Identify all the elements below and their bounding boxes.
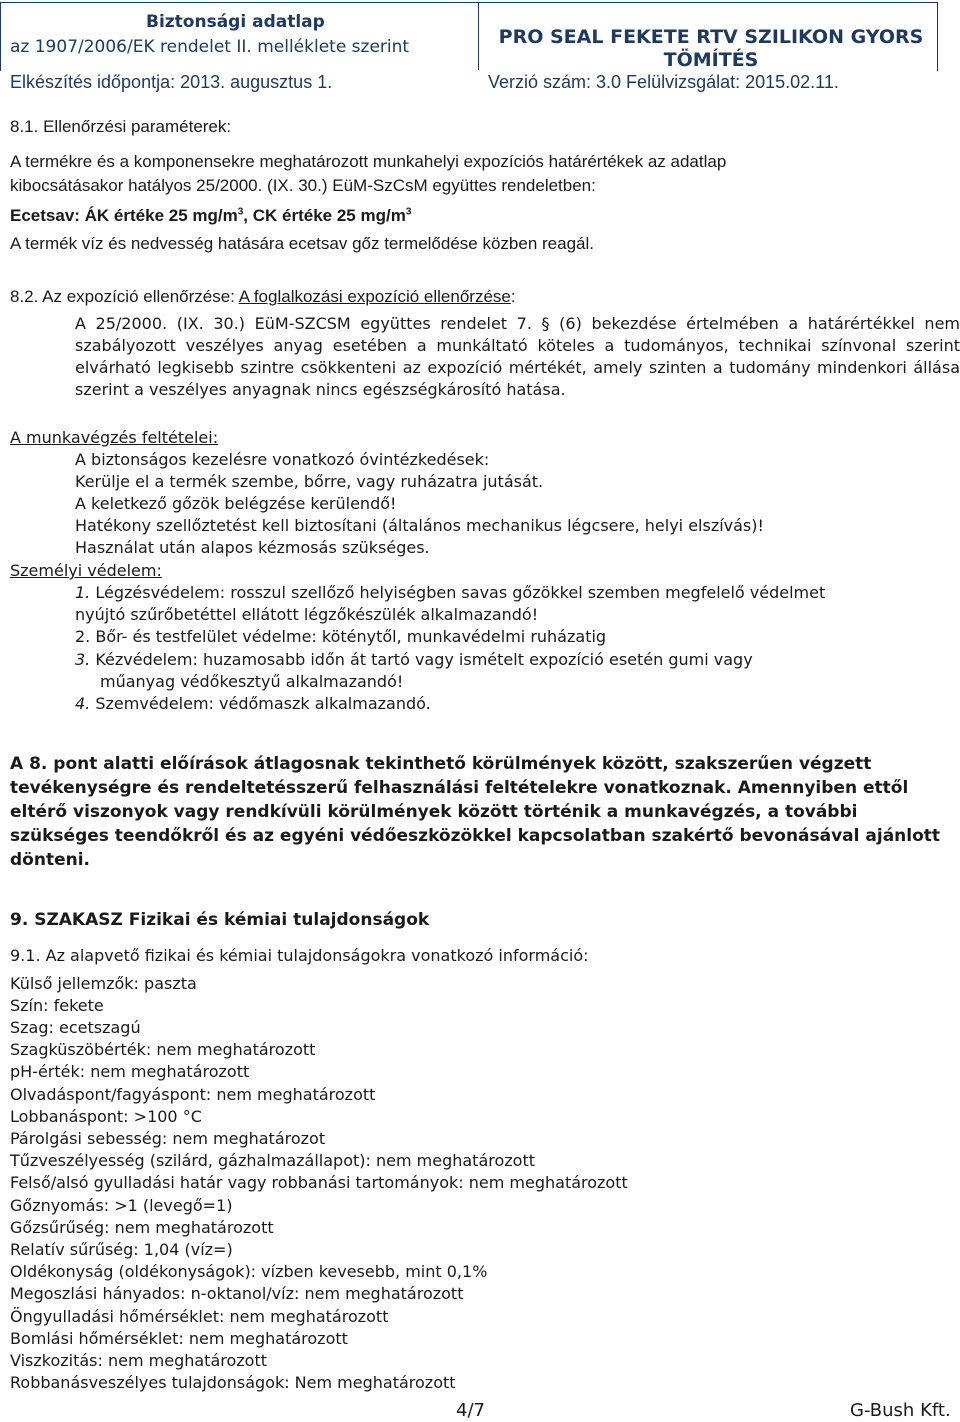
ppe-1-number: 1. <box>75 583 91 602</box>
acetic-sup-1: 3 <box>237 206 244 218</box>
property-line: Oldékonyság (oldékonyságok): vízben kevesebb, mint 0,1% <box>10 1262 488 1281</box>
ppe-item-3-cont: műanyag védőkesztyű alkalmazandó! <box>100 672 404 691</box>
property-line: Bomlási hőmérséklet: nem meghatározott <box>10 1329 348 1348</box>
property-line: Olvadáspont/fagyáspont: nem meghatározott <box>10 1085 376 1104</box>
property-line: Robbanásveszélyes tulajdonságok: Nem meghatározott <box>10 1373 456 1392</box>
ppe-item-3 <box>75 650 753 669</box>
property-line: Tűzveszélyesség (szilárd, gázhalmazállapot): nem meghatározott <box>10 1151 536 1170</box>
ppe-1-text: Légzésvédelem: rosszul szellőző helyiségben savas gőzökkel szemben megfelelő védelmet <box>95 583 826 602</box>
s81-reaction-note: A termék víz és nedvesség hatására ecetsav gőz termelődése közben reagál. <box>10 234 594 253</box>
section-8-notice: A 8. pont alatti előírások átlagosnak tekinthető körülmények között, szakszerűen végzett tevékenységre és rendeltetésszerű felhasználási feltételekre vonatkoznak. Amennyiben ettől eltérő viszonyok vagy rendkívüli körülmények között történik a munkavégzés, a további szükséges teendőkről és az egyéni védőeszközökkel kapcsolatban szakértő bevonásával ajánlott dönteni. <box>10 754 941 870</box>
acetic-text-a: Ecetsav: ÁK értéke 25 mg/m <box>10 206 238 225</box>
s82-regulation-paragraph: A 25/2000. (IX. 30.) EüM-SZCSM együttes rendelet 7. § (6) bekezdése értelmében a határértékkel nem szabályozott veszélyes anyag esetében a munkáltató köteles a tudományos, technikai színvonal szerint elvárható legkisebb szintre csökkenteni az expozíció mértékét, amely szinten a tudomány mindenkori állása szerint a veszélyes anyagnak nincs egészségkárosító hatása. <box>75 314 960 399</box>
property-line: Gőznyomás: >1 (levegő=1) <box>10 1196 233 1215</box>
version-info: Verzió szám: 3.0 Felülvizsgálat: 2015.02.11. <box>488 72 839 92</box>
ppe-heading: Személyi védelem: <box>10 561 162 580</box>
property-line: Lobbanáspont: >100 °C <box>10 1107 202 1126</box>
ppe-3-number: 3. <box>75 650 91 669</box>
section-9-heading: 9. SZAKASZ Fizikai és kémiai tulajdonságok <box>10 910 430 930</box>
acetic-acid-limits <box>10 206 411 226</box>
s82-heading-prefix: 8.2. Az expozíció ellenőrzése: <box>10 287 239 306</box>
regulation-reference: az 1907/2006/EK rendelet II. melléklete szerint <box>10 37 410 57</box>
work-item: A keletkező gőzök belégzése kerülendő! <box>75 494 397 513</box>
work-conditions-heading: A munkavégzés feltételei: <box>10 428 219 447</box>
property-line: Relatív sűrűség: 1,04 (víz=) <box>10 1240 233 1259</box>
s82-heading-suffix: : <box>510 287 516 306</box>
section-9-1-heading: 9.1. Az alapvető fizikai és kémiai tulajdonságokra vonatkozó információ: <box>10 946 589 965</box>
property-line: Szagküszöbérték: nem meghatározott <box>10 1040 316 1059</box>
acetic-text-b: , CK értéke 25 mg/m <box>243 206 406 225</box>
property-line: Párolgási sebesség: nem meghatározot <box>10 1129 326 1148</box>
ppe-4-number: 4. <box>75 694 91 713</box>
section-8-2-heading <box>10 287 516 307</box>
property-line: Viszkozitás: nem meghatározott <box>10 1351 268 1370</box>
work-item: Kerülje el a termék szembe, bőrre, vagy ruházatra jutását. <box>75 472 544 491</box>
work-item: Hatékony szellőztetést kell biztosítani (általános mechanikus légcsere, helyi elszívás)! <box>75 516 764 535</box>
s81-line-2: kibocsátásakor hatályos 25/2000. (IX. 30.) EüM-SzCsM együttes rendeletben: <box>10 176 596 195</box>
ppe-item-2: 2. Bőr- és testfelület védelme: köténytől, munkavédelmi ruházatig <box>75 627 607 646</box>
property-line: Külső jellemzők: paszta <box>10 974 197 993</box>
ppe-3-text: Kézvédelem: huzamosabb időn át tartó vagy ismételt expozíció esetén gumi vagy <box>95 650 753 669</box>
s81-line-1: A termékre és a komponensekre meghatározott munkahelyi expozíciós határértékek az adatlap <box>10 152 727 171</box>
property-line: Megoszlási hányados: n-oktanol/víz: nem meghatározott <box>10 1284 464 1303</box>
document-title: Biztonsági adatlap <box>146 12 325 32</box>
s82-heading-underlined: A foglalkozási expozíció ellenőrzése <box>238 287 511 306</box>
ppe-4-text: Szemvédelem: védőmaszk alkalmazandó. <box>95 694 431 713</box>
property-line: pH-érték: nem meghatározott <box>10 1062 250 1081</box>
page-number: 4/7 <box>456 1400 485 1421</box>
work-item: A biztonságos kezelésre vonatkozó óvintézkedések: <box>75 450 490 469</box>
property-line: Felső/alsó gyulladási határ vagy robbanási tartományok: nem meghatározott <box>10 1173 628 1192</box>
section-8-1-heading: 8.1. Ellenőrzési paraméterek: <box>10 117 232 136</box>
company-name: G-Bush Kft. <box>850 1400 951 1421</box>
property-line: Gőzsűrűség: nem meghatározott <box>10 1218 274 1237</box>
ppe-item-1 <box>75 583 825 602</box>
preparation-date: Elkészítés időpontja: 2013. augusztus 1. <box>10 72 333 92</box>
property-line: Szín: fekete <box>10 996 104 1015</box>
ppe-item-4 <box>75 694 431 713</box>
product-name: PRO SEAL FEKETE RTV SZILIKON GYORS TÖMÍTÉS <box>498 26 924 71</box>
ppe-item-1-cont: nyújtó szűrőbetéttel ellátott légzőkészülék alkalmazandó! <box>75 605 539 624</box>
header-divider <box>478 2 479 70</box>
property-line: Szag: ecetszagú <box>10 1018 141 1037</box>
property-line: Öngyulladási hőmérséklet: nem meghatározott <box>10 1307 389 1326</box>
acetic-sup-2: 3 <box>405 206 412 218</box>
work-item: Használat után alapos kézmosás szükséges. <box>75 538 430 557</box>
